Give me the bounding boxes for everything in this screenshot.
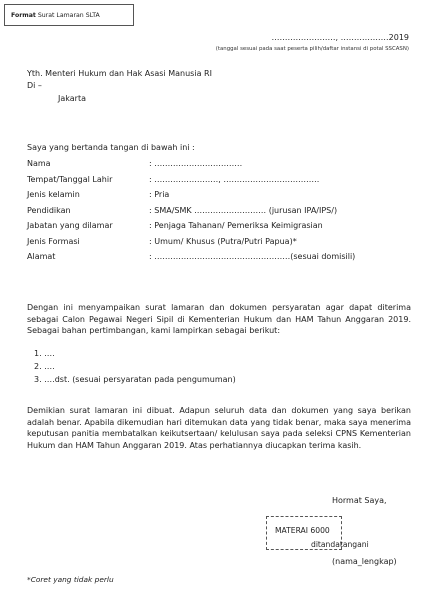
intro-text: Saya yang bertanda tangan di bawah ini : xyxy=(27,143,195,152)
field-row-gender xyxy=(27,190,417,206)
field-label: Pendidikan xyxy=(27,205,71,215)
recipient-line-1: Yth. Menteri Hukum dan Hak Asasi Manusia RI xyxy=(27,69,212,78)
field-label: Tempat/Tanggal Lahir xyxy=(27,174,113,184)
paragraph-closing: Demikian surat lamaran ini dibuat. Adapun seluruh data dan dokumen yang saya berikan adalah benar. Apabila dikemudian hari ditemukan data yang tidak benar, maka saya menerima keputusan panitia membatalkan keikutsertaan/ kelulusan saya pada seleksi CPNS Kementerian Hukum dan HAM Tahun Anggaran 2019. Atas perhatiannya diucapkan terima kasih. xyxy=(27,406,411,451)
field-row-formation xyxy=(27,237,417,253)
field-value: : SMA/SMK ……………………… (jurusan IPA/IPS/) xyxy=(149,205,338,215)
signature-note: ditandatangani xyxy=(311,540,369,549)
list-item: 2. …. xyxy=(34,362,55,371)
field-value: : Penjaga Tahanan/ Pemeriksa Keimigrasian xyxy=(149,221,323,230)
attachment-list xyxy=(34,349,236,388)
list-item: 3. ….dst. (sesuai persyaratan pada pengumuman) xyxy=(34,375,236,384)
field-row-name xyxy=(27,159,417,175)
field-row-address xyxy=(27,252,417,268)
field-label: Nama xyxy=(27,159,51,168)
field-label: Alamat xyxy=(27,252,56,261)
field-row-birth xyxy=(27,175,417,191)
date-line: ……………………, ………………2019 xyxy=(271,33,409,42)
field-value: : ……………………………………………(sesuai domisili) xyxy=(149,252,356,261)
field-value: : Umum/ Khusus (Putra/Putri Papua)* xyxy=(149,236,297,246)
field-value: : Pria xyxy=(149,190,170,199)
recipient-line-3: Jakarta xyxy=(58,94,86,103)
date-note: (tanggal sesuai pada saat peserta pilih/daftar instansi di potal SSCASN) xyxy=(215,46,409,52)
field-value: : …………………………… xyxy=(149,159,243,168)
format-label-bold: Format xyxy=(11,12,36,19)
field-row-education xyxy=(27,206,417,222)
field-label: Jenis Formasi xyxy=(27,236,80,246)
field-label: Jabatan yang dilamar xyxy=(27,221,113,230)
field-label: Jenis kelamin xyxy=(27,190,80,199)
format-label-box xyxy=(4,4,134,26)
field-row-position xyxy=(27,221,417,237)
closing-greeting: Hormat Saya, xyxy=(332,496,387,505)
applicant-fields xyxy=(27,159,417,268)
field-value: : ……………………, ……………………………… xyxy=(149,174,320,184)
format-label-text: Surat Lamaran SLTA xyxy=(37,12,100,19)
paragraph-application: Dengan ini menyampaikan surat lamaran dan dokumen persyaratan agar dapat diterima sebagai Calon Pegawai Negeri Sipil di Kementerian Hukum dan HAM Tahun Anggaran 2019. Sebagai bahan pertimbangan, kami lampirkan sebagai berikut: xyxy=(27,303,411,336)
recipient-line-2: Di – xyxy=(27,81,42,90)
signer-name: (nama_lengkap) xyxy=(332,557,397,566)
stamp-label: MATERAI 6000 xyxy=(275,526,330,535)
footnote: *Coret yang tidak perlu xyxy=(27,575,114,584)
list-item: 1. …. xyxy=(34,349,55,358)
